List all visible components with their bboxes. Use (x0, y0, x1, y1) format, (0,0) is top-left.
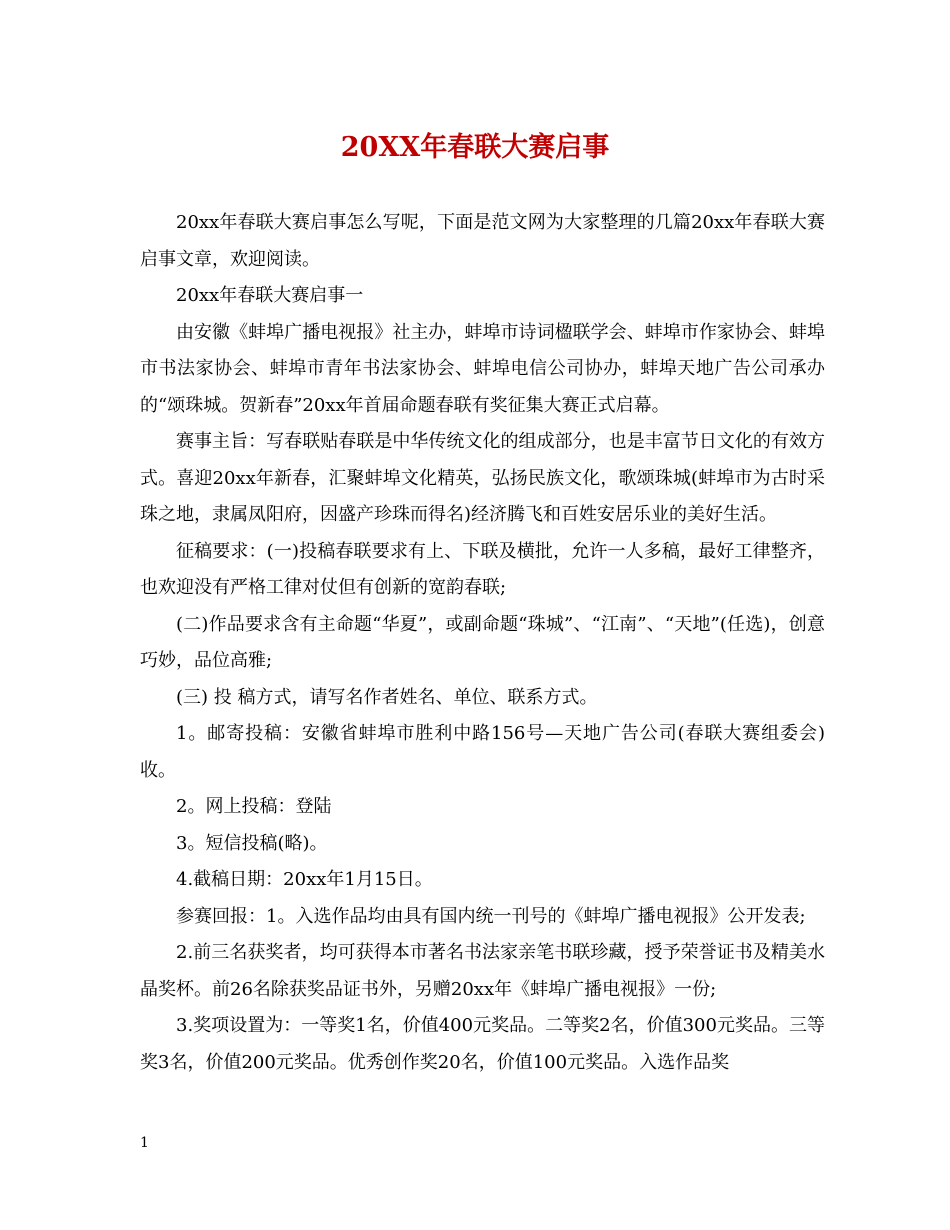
paragraph-rewards-2: 2.前三名获奖者，均可获得本市著名书法家亲笔书联珍藏，授予荣誉证书及精美水晶奖杯。前26名除获奖品证书外，另赠20xx年《蚌埠广播电视报》一份; (140, 942, 825, 1000)
page-number: 1 (140, 1135, 149, 1151)
paragraph-deadline: 4.截稿日期：20xx年1月15日。 (176, 869, 433, 890)
paragraph-section-heading: 20xx年春联大赛启事一 (176, 285, 364, 306)
paragraph-awards: 3.奖项设置为：一等奖1名，价值400元奖品。二等奖2名，价值300元奖品。三等奖3名，价值200元奖品。优秀创作奖20名，价值100元奖品。入选作品奖 (140, 1015, 825, 1073)
paragraph-requirements-3: (三) 投 稿方式，请写名作者姓名、单位、联系方式。 (176, 686, 598, 708)
document-title: 20XX年春联大赛启事 (340, 132, 610, 163)
paragraph-requirements-2: (二)作品要求含有主命题“华夏”，或副命题“珠城”、“江南”、“天地”(任选)，创意巧妙，品位高雅; (140, 613, 825, 671)
paragraph-organizers: 由安徽《蚌埠广播电视报》社主办，蚌埠市诗词楹联学会、蚌埠市作家协会、蚌埠市书法家协会、蚌埠市青年书法家协会、蚌埠电信公司协办，蚌埠天地广告公司承办的“颂珠城。贺新春”20xx年首届命题春联有奖征集大赛正式启幕。 (140, 321, 825, 416)
paragraph-requirements-1: 征稿要求：(一)投稿春联要求有上、下联及横批，允许一人多稿，最好工律整齐，也欢迎没有严格工律对仗但有创新的宽韵春联; (140, 540, 825, 598)
paragraph-purpose: 赛事主旨：写春联贴春联是中华传统文化的组成部分，也是丰富节日文化的有效方式。喜迎20xx年新春，汇聚蚌埠文化精英，弘扬民族文化，歌颂珠城(蚌埠市为古时采珠之地，隶属凤阳府，因盛产珍珠而得名)经济腾飞和百姓安居乐业的美好生活。 (140, 431, 825, 525)
document-body (140, 205, 825, 1081)
paragraph-rewards-1: 参赛回报：1。入选作品均由具有国内统一刊号的《蚌埠广播电视报》公开发表; (176, 905, 806, 927)
paragraph-mail-submission: 1。邮寄投稿：安徽省蚌埠市胜利中路156号—天地广告公司(春联大赛组委会)收。 (140, 723, 825, 781)
paragraph-sms-submission: 3。短信投稿(略)。 (176, 832, 328, 854)
paragraph-online-submission: 2。网上投稿：登陆 (176, 796, 332, 817)
paragraph-intro: 20xx年春联大赛启事怎么写呢，下面是范文网为大家整理的几篇20xx年春联大赛启事文章，欢迎阅读。 (140, 212, 825, 270)
